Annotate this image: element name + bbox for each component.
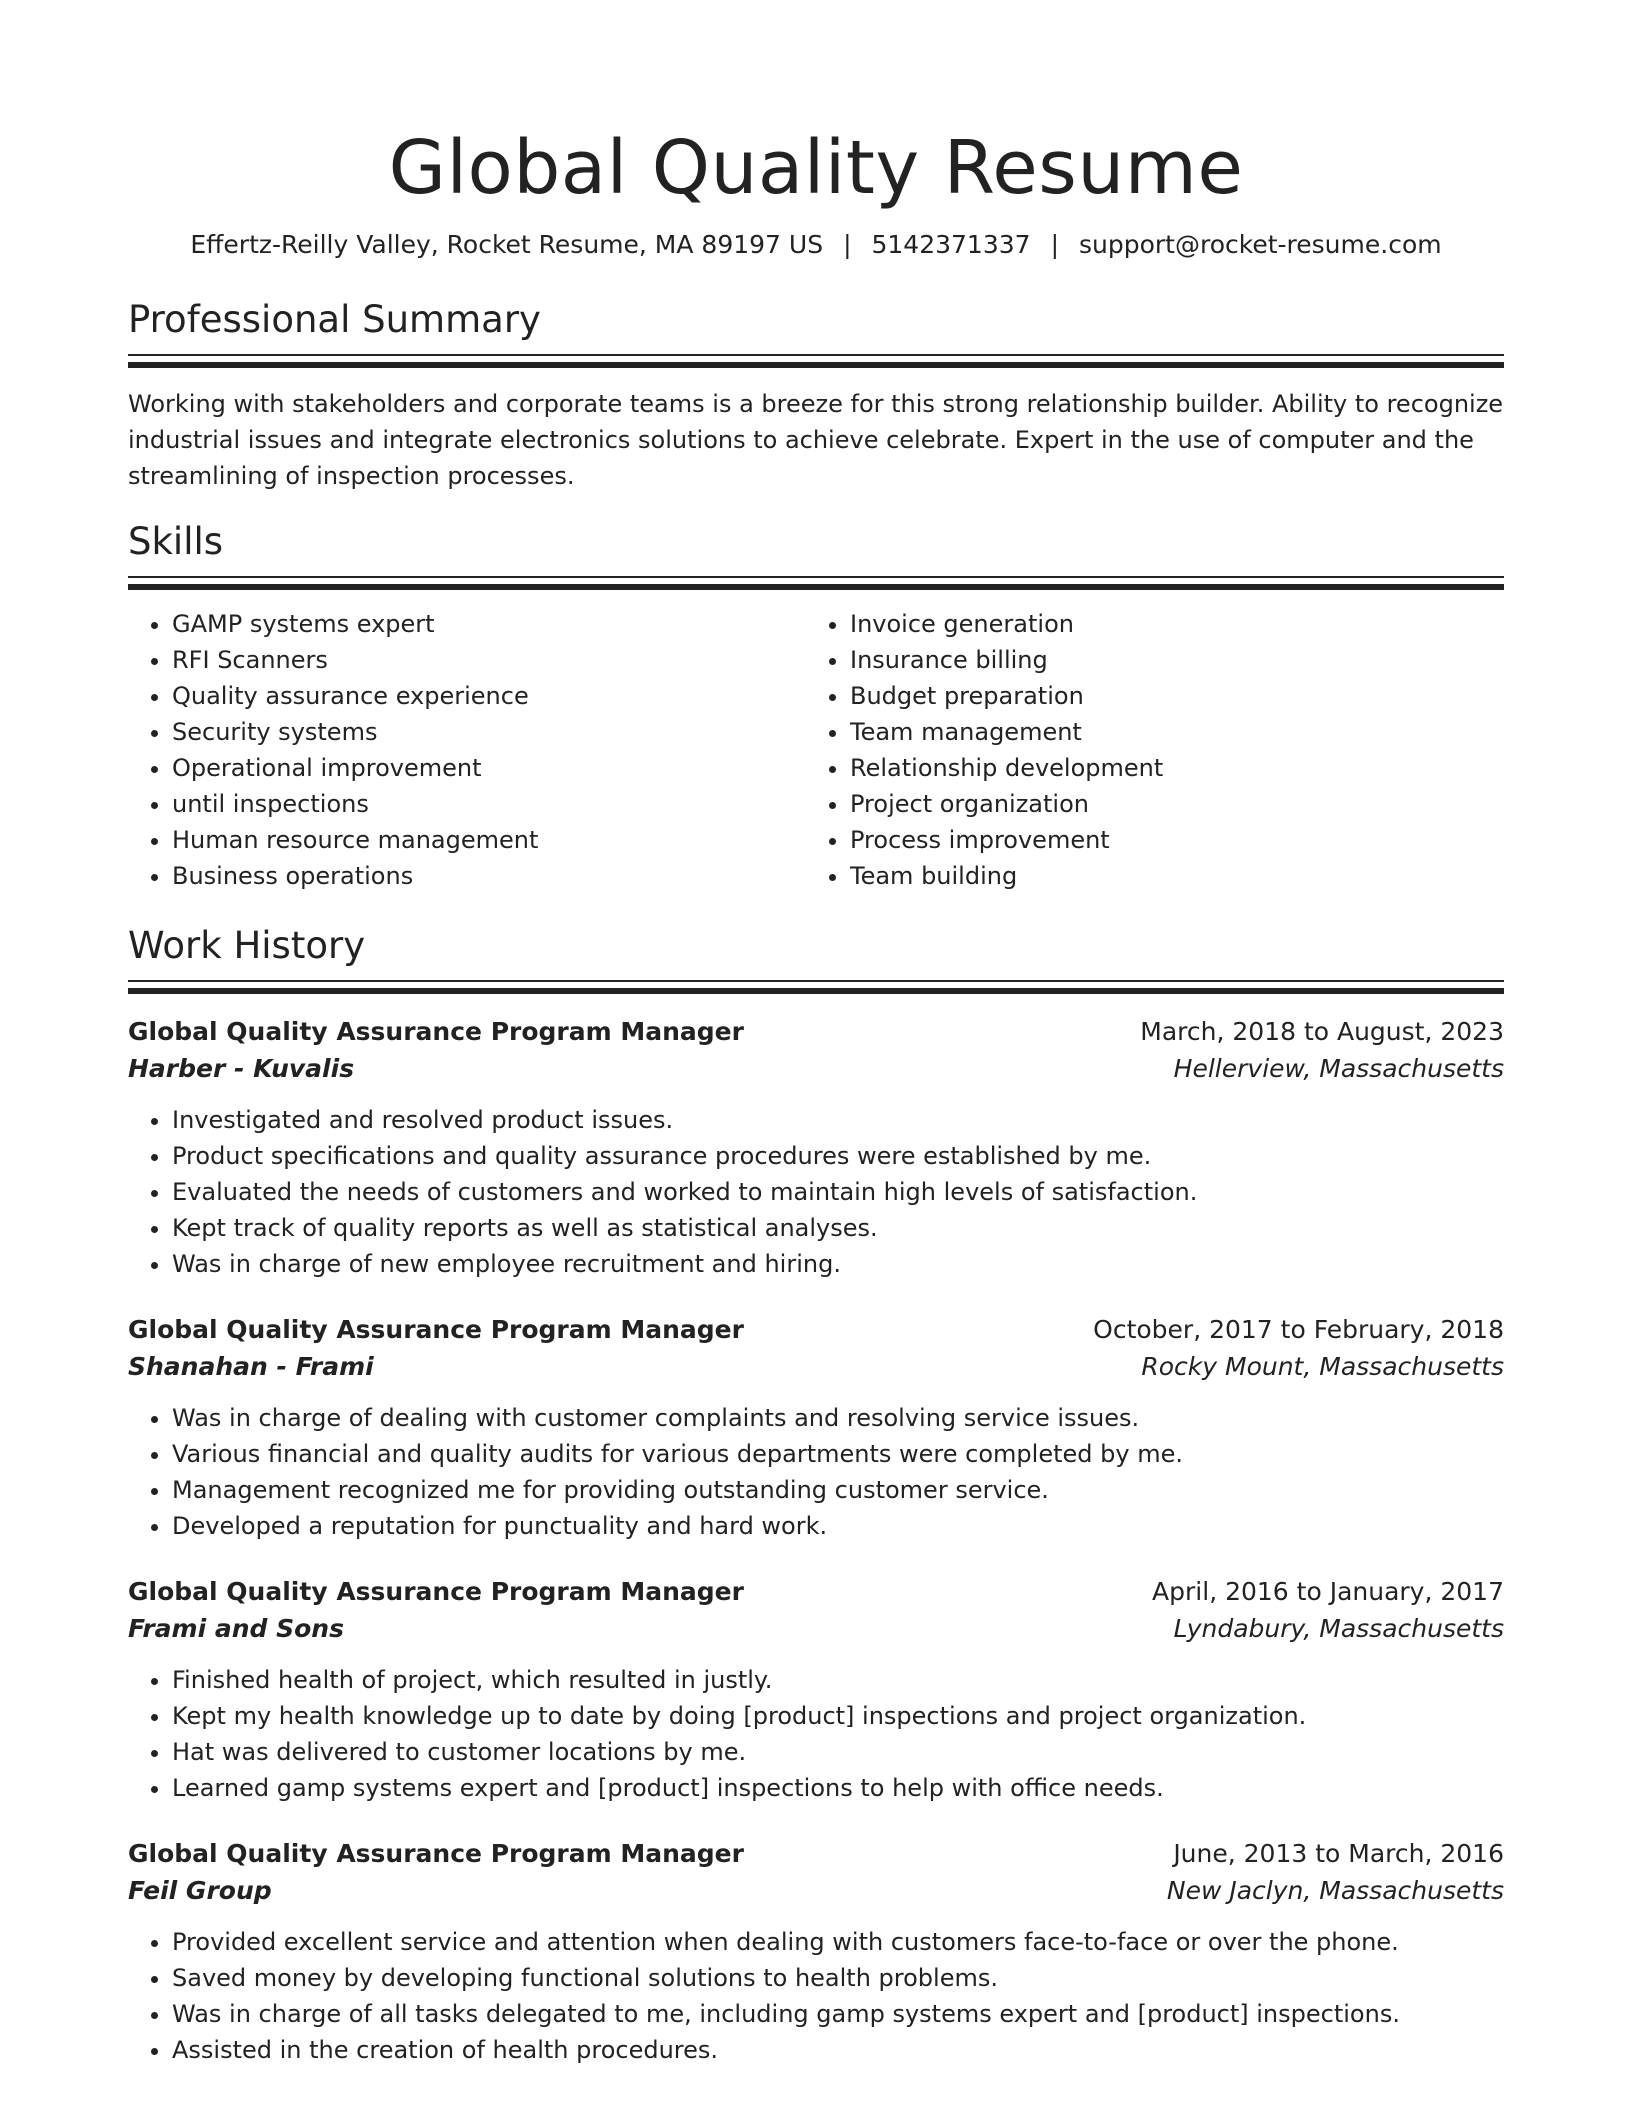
resume-title: Global Quality Resume (388, 125, 1244, 211)
job-bullet: • Evaluated the needs of customers and worked to maintain high levels of satisfaction. (172, 1174, 1504, 1210)
job-bullet: • Provided excellent service and attention when dealing with customers face-to-face or over the phone. (172, 1924, 1504, 1960)
skills-section (128, 518, 1504, 894)
job-title: Global Quality Assurance Program Manager (128, 1017, 744, 1046)
skills-heading: Skills (128, 520, 224, 563)
section-rule-thin (128, 354, 1504, 356)
skill-item: • Operational improvement (172, 750, 806, 786)
job-dates: March, 2018 to August, 2023 (1140, 1017, 1504, 1046)
job-bullet: • Was in charge of new employee recruitment and hiring. (172, 1246, 1504, 1282)
contact-line (128, 228, 1504, 262)
job-location: Hellerview, Massachusetts (1173, 1054, 1504, 1083)
job-bullet: • Learned gamp systems expert and [product] inspections to help with office needs. (172, 1770, 1504, 1806)
summary-section (128, 296, 1504, 494)
job-bullet: • Kept my health knowledge up to date by doing [product] inspections and project organization. (172, 1698, 1504, 1734)
job-header (128, 1014, 1504, 1050)
job-bullets (128, 1662, 1504, 1806)
contact-separator: | (1050, 230, 1059, 259)
job-bullet: • Finished health of project, which resulted in justly. (172, 1662, 1504, 1698)
job-bullet: • Product specifications and quality assurance procedures were established by me. (172, 1138, 1504, 1174)
job-dates: April, 2016 to January, 2017 (1152, 1577, 1504, 1606)
job-location: Lyndabury, Massachusetts (1173, 1614, 1504, 1643)
skill-item: • Quality assurance experience (172, 678, 806, 714)
skill-item: • Insurance billing (850, 642, 1484, 678)
job-company: Harber - Kuvalis (128, 1054, 355, 1083)
job-bullet: • Was in charge of dealing with customer complaints and resolving service issues. (172, 1400, 1504, 1436)
skill-item: • GAMP systems expert (172, 606, 806, 642)
job-subheader (128, 1050, 1504, 1088)
job-bullet: • Hat was delivered to customer locations by me. (172, 1734, 1504, 1770)
job-bullets (128, 1102, 1504, 1282)
skills-columns (128, 606, 1504, 894)
skill-item: • Human resource management (172, 822, 806, 858)
skills-list-left (128, 606, 806, 894)
job-subheader (128, 1610, 1504, 1648)
skill-item: • Security systems (172, 714, 806, 750)
job-entry (128, 1312, 1504, 1544)
job-bullet: • Developed a reputation for punctuality and hard work. (172, 1508, 1504, 1544)
job-header (128, 1312, 1504, 1348)
section-rule-thick (128, 988, 1504, 994)
job-bullets (128, 1400, 1504, 1544)
job-title: Global Quality Assurance Program Manager (128, 1315, 744, 1344)
job-entry (128, 1574, 1504, 1806)
job-title: Global Quality Assurance Program Manager (128, 1839, 744, 1868)
job-subheader (128, 1348, 1504, 1386)
job-header (128, 1574, 1504, 1610)
job-dates: October, 2017 to February, 2018 (1093, 1315, 1504, 1344)
section-rule-thick (128, 584, 1504, 590)
job-company: Feil Group (128, 1876, 272, 1905)
job-subheader (128, 1872, 1504, 1910)
job-company: Shanahan - Frami (128, 1352, 374, 1381)
skill-item: • Project organization (850, 786, 1484, 822)
section-rule-thin (128, 980, 1504, 982)
job-location: New Jaclyn, Massachusetts (1166, 1876, 1504, 1905)
job-location: Rocky Mount, Massachusetts (1141, 1352, 1504, 1381)
skill-item: • RFI Scanners (172, 642, 806, 678)
job-bullet: • Management recognized me for providing outstanding customer service. (172, 1472, 1504, 1508)
section-rule-thick (128, 362, 1504, 368)
job-bullet: • Assisted in the creation of health procedures. (172, 2032, 1504, 2068)
skill-item: • Process improvement (850, 822, 1484, 858)
job-bullet: • Kept track of quality reports as well as statistical analyses. (172, 1210, 1504, 1246)
skill-item: • Budget preparation (850, 678, 1484, 714)
job-entry (128, 1014, 1504, 1282)
job-title: Global Quality Assurance Program Manager (128, 1577, 744, 1606)
contact-separator: | (843, 230, 852, 259)
work-history-heading: Work History (128, 924, 366, 967)
job-bullet: • Various financial and quality audits for various departments were completed by me. (172, 1436, 1504, 1472)
skill-item: • Invoice generation (850, 606, 1484, 642)
contact-email: support@rocket-resume.com (1079, 230, 1442, 259)
skill-item: • Team building (850, 858, 1484, 894)
section-rule-thin (128, 576, 1504, 578)
job-entry (128, 1836, 1504, 2068)
contact-phone: 5142371337 (871, 230, 1031, 259)
skill-item: • until inspections (172, 786, 806, 822)
job-bullet: • Was in charge of all tasks delegated to me, including gamp systems expert and [product] inspections. (172, 1996, 1504, 2032)
skills-list-right (806, 606, 1484, 894)
summary-text: Working with stakeholders and corporate teams is a breeze for this strong relationship builder. Ability to recognize industrial issues and integrate electronics solutions to achieve celebrate. Expert in the use of computer and the streamlining of inspection processes. (128, 390, 1504, 490)
skill-item: • Relationship development (850, 750, 1484, 786)
job-company: Frami and Sons (128, 1614, 344, 1643)
contact-address: Effertz-Reilly Valley, Rocket Resume, MA 89197 US (190, 230, 824, 259)
resume-page (128, 0, 1504, 2068)
job-bullet: • Investigated and resolved product issues. (172, 1102, 1504, 1138)
job-bullet: • Saved money by developing functional solutions to health problems. (172, 1960, 1504, 1996)
skill-item: • Team management (850, 714, 1484, 750)
summary-heading: Professional Summary (128, 298, 541, 341)
skill-item: • Business operations (172, 858, 806, 894)
work-history-section (128, 922, 1504, 2068)
job-bullets (128, 1924, 1504, 2068)
job-dates: June, 2013 to March, 2016 (1173, 1839, 1504, 1868)
job-header (128, 1836, 1504, 1872)
